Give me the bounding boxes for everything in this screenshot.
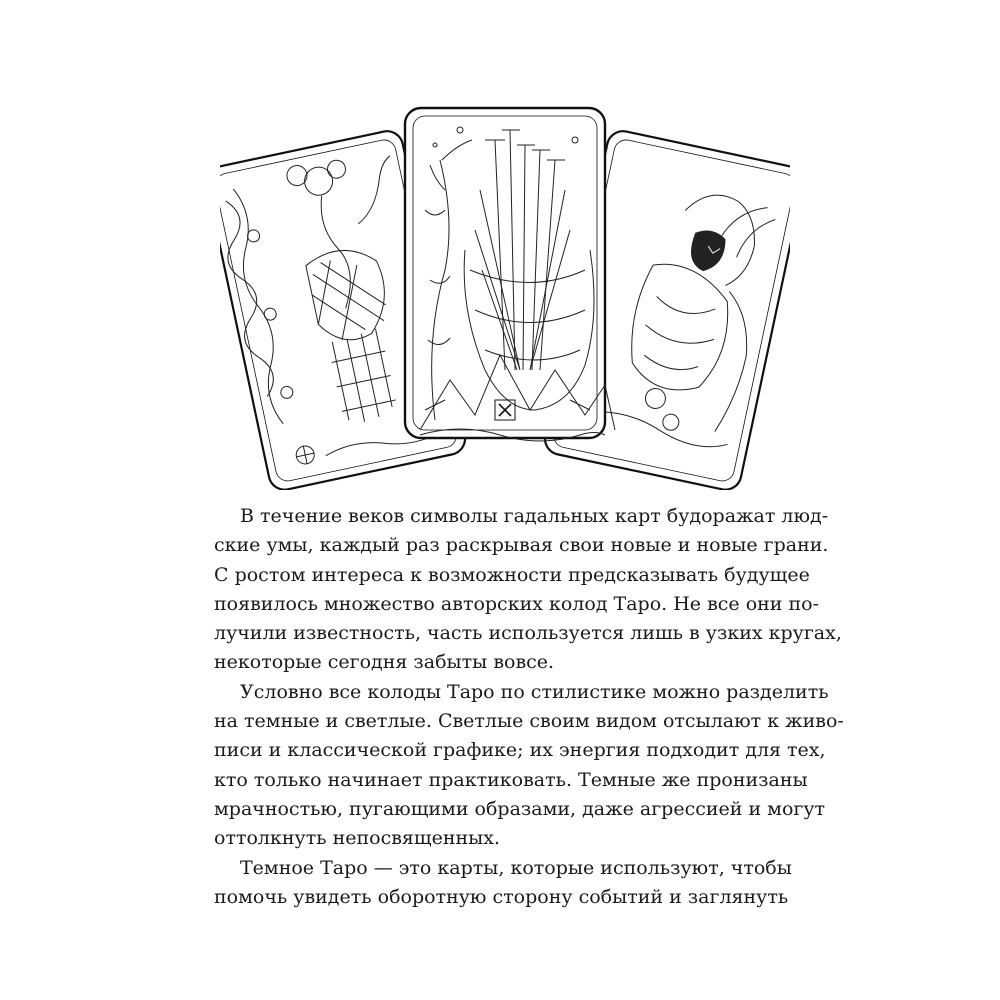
text-line: некоторые сегодня забыты вовсе. (214, 651, 555, 674)
paragraph-1 (214, 502, 842, 678)
text-line: помочь увидеть оборотную сторону событий и заглянуть (214, 885, 789, 908)
text-line: на темные и светлые. Светлые своим видом отсылают к живо- (214, 710, 844, 733)
text-line: лучили известность, часть используется лишь в узких кругах, (214, 622, 842, 645)
tarot-cards-illustration (220, 100, 790, 490)
text-line: ские умы, каждый раз раскрывая свои новые и новые грани. (214, 534, 829, 557)
text-line: мрачностью, пугающими образами, даже агрессией и могут (214, 797, 826, 820)
text-line: появилось множество авторских колод Таро. Не все они по- (214, 592, 820, 615)
text-line: кто только начинает практиковать. Темные же пронизаны (214, 768, 808, 791)
text-line: оттолкнуть непосвященных. (214, 827, 501, 850)
text-line: Темное Таро — это карты, которые используют, чтобы (240, 856, 792, 879)
text-line: С ростом интереса к возможности предсказывать будущее (214, 563, 810, 586)
paragraph-2 (214, 678, 844, 854)
body-text (214, 502, 844, 912)
text-line: Условно все колоды Таро по стилистике можно разделить (240, 680, 829, 703)
paragraph-3 (214, 854, 792, 913)
text-line: писи и классической графике; их энергия подходит для тех, (214, 739, 826, 762)
text-line: В течение веков символы гадальных карт будоражат люд- (240, 505, 829, 527)
center-tarot-card (405, 108, 615, 441)
